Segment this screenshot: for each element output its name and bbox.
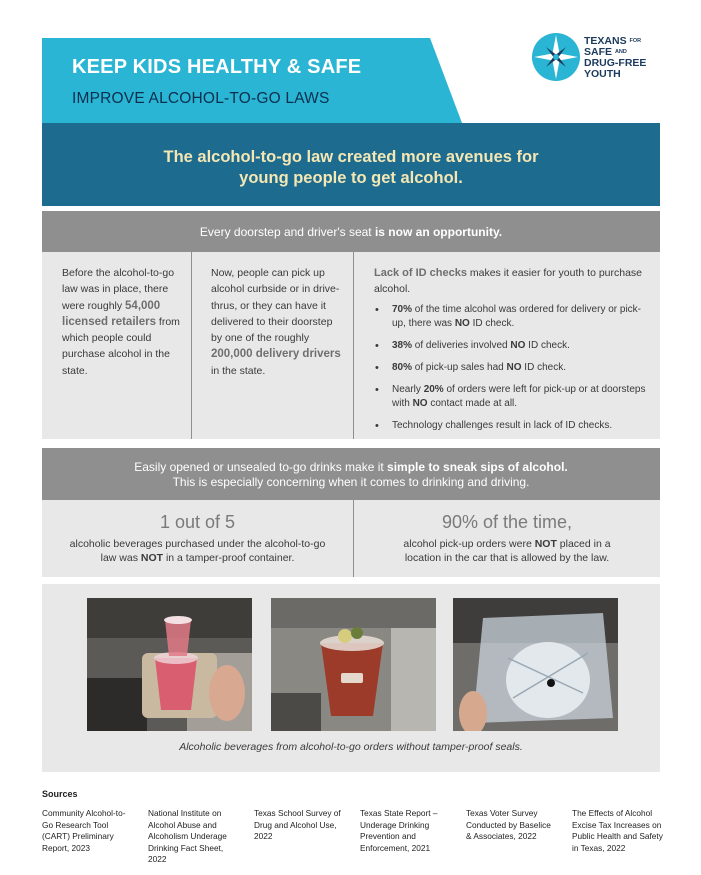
photo-drink-in-cupholder	[271, 598, 436, 731]
hero-line-1: The alcohol-to-go law created more avenues for	[163, 148, 539, 166]
organization-logo	[531, 32, 671, 84]
page-title: KEEP KIDS HEALTHY & SAFE	[72, 56, 362, 78]
section-band-tamper: Easily opened or unsealed to-go drinks make it simple to sneak sips of alcohol. This is especially concerning when it comes to drinking and driving.	[42, 448, 660, 500]
header-banner	[42, 38, 462, 123]
photo-drinks-in-carrier	[87, 598, 252, 731]
id-check-stats-list	[374, 303, 654, 441]
hero-statement	[42, 123, 660, 206]
list-item: • 38% of deliveries involved NO ID check.	[374, 339, 654, 353]
delivery-drivers-column: Now, people can pick up alcohol curbside or in drive-thrus, or they can have it delivered to their doorstep by one of the roughly 200,000 delivery drivers in the state.	[211, 267, 341, 377]
source-item: Texas School Survey of Drug and Alcohol Use, 2022	[254, 808, 341, 841]
page-subtitle: IMPROVE ALCOHOL-TO-GO LAWS	[72, 90, 330, 107]
stat-one-out-of-five: 1 out of 5	[159, 512, 236, 532]
stat-two-detail: alcohol pick-up orders were NOT placed in a location in the car that is allowed by the law.	[403, 538, 611, 564]
section-band-opportunity: Every doorstep and driver's seat is now an opportunity.	[42, 211, 660, 252]
logo-wordmark: TEXANS $^{FOR}$ SAFE $^{AND}$ DRUG-FREE YOUTH	[584, 35, 647, 80]
stat-one-detail: alcoholic beverages purchased under the alcohol-to-go law was NOT in a tamper-proof container.	[69, 538, 326, 564]
compass-star-icon	[531, 32, 581, 82]
source-item: Texas Voter Survey Conducted by Baselice & Associates, 2022	[466, 808, 551, 841]
list-item: • 80% of pick-up sales had NO ID check.	[374, 361, 654, 375]
source-item: The Effects of Alcohol Excise Tax Increases on Public Health and Safety in Texas, 2022	[572, 808, 663, 853]
banner-shape	[42, 38, 462, 123]
column-divider	[353, 252, 354, 439]
list-item: • 70% of the time alcohol was ordered for delivery or pick-up, there was NO ID check.	[374, 303, 654, 331]
source-item: Texas State Report – Underage Drinking Prevention and Enforcement, 2021	[360, 808, 438, 853]
retailers-column: Before the alcohol-to-go law was in place, there were roughly 54,000 licensed retailers from which people could purchase alcohol in the state.	[62, 267, 180, 377]
hero-line-2: young people to get alcohol.	[239, 169, 463, 187]
source-item: Community Alcohol-to-Go Research Tool (CART) Preliminary Report, 2023	[42, 808, 126, 853]
photos-caption: Alcoholic beverages from alcohol-to-go orders without tamper-proof seals.	[179, 741, 523, 753]
column-divider	[191, 252, 192, 439]
list-item: • Technology challenges result in lack of ID checks.	[374, 419, 654, 433]
photo-bagged-drink	[453, 598, 618, 731]
id-checks-lead: Lack of ID checks makes it easier for youth to purchase alcohol.	[374, 267, 643, 295]
list-item: • Nearly 20% of orders were left for pick-up or at doorsteps with NO contact made at all.	[374, 383, 654, 411]
sources-heading: Sources	[42, 789, 78, 799]
source-item: National Institute on Alcohol Abuse and Alcoholism Underage Drinking Fact Sheet, 2022	[148, 808, 227, 864]
stat-ninety-percent: 90% of the time,	[441, 512, 573, 532]
